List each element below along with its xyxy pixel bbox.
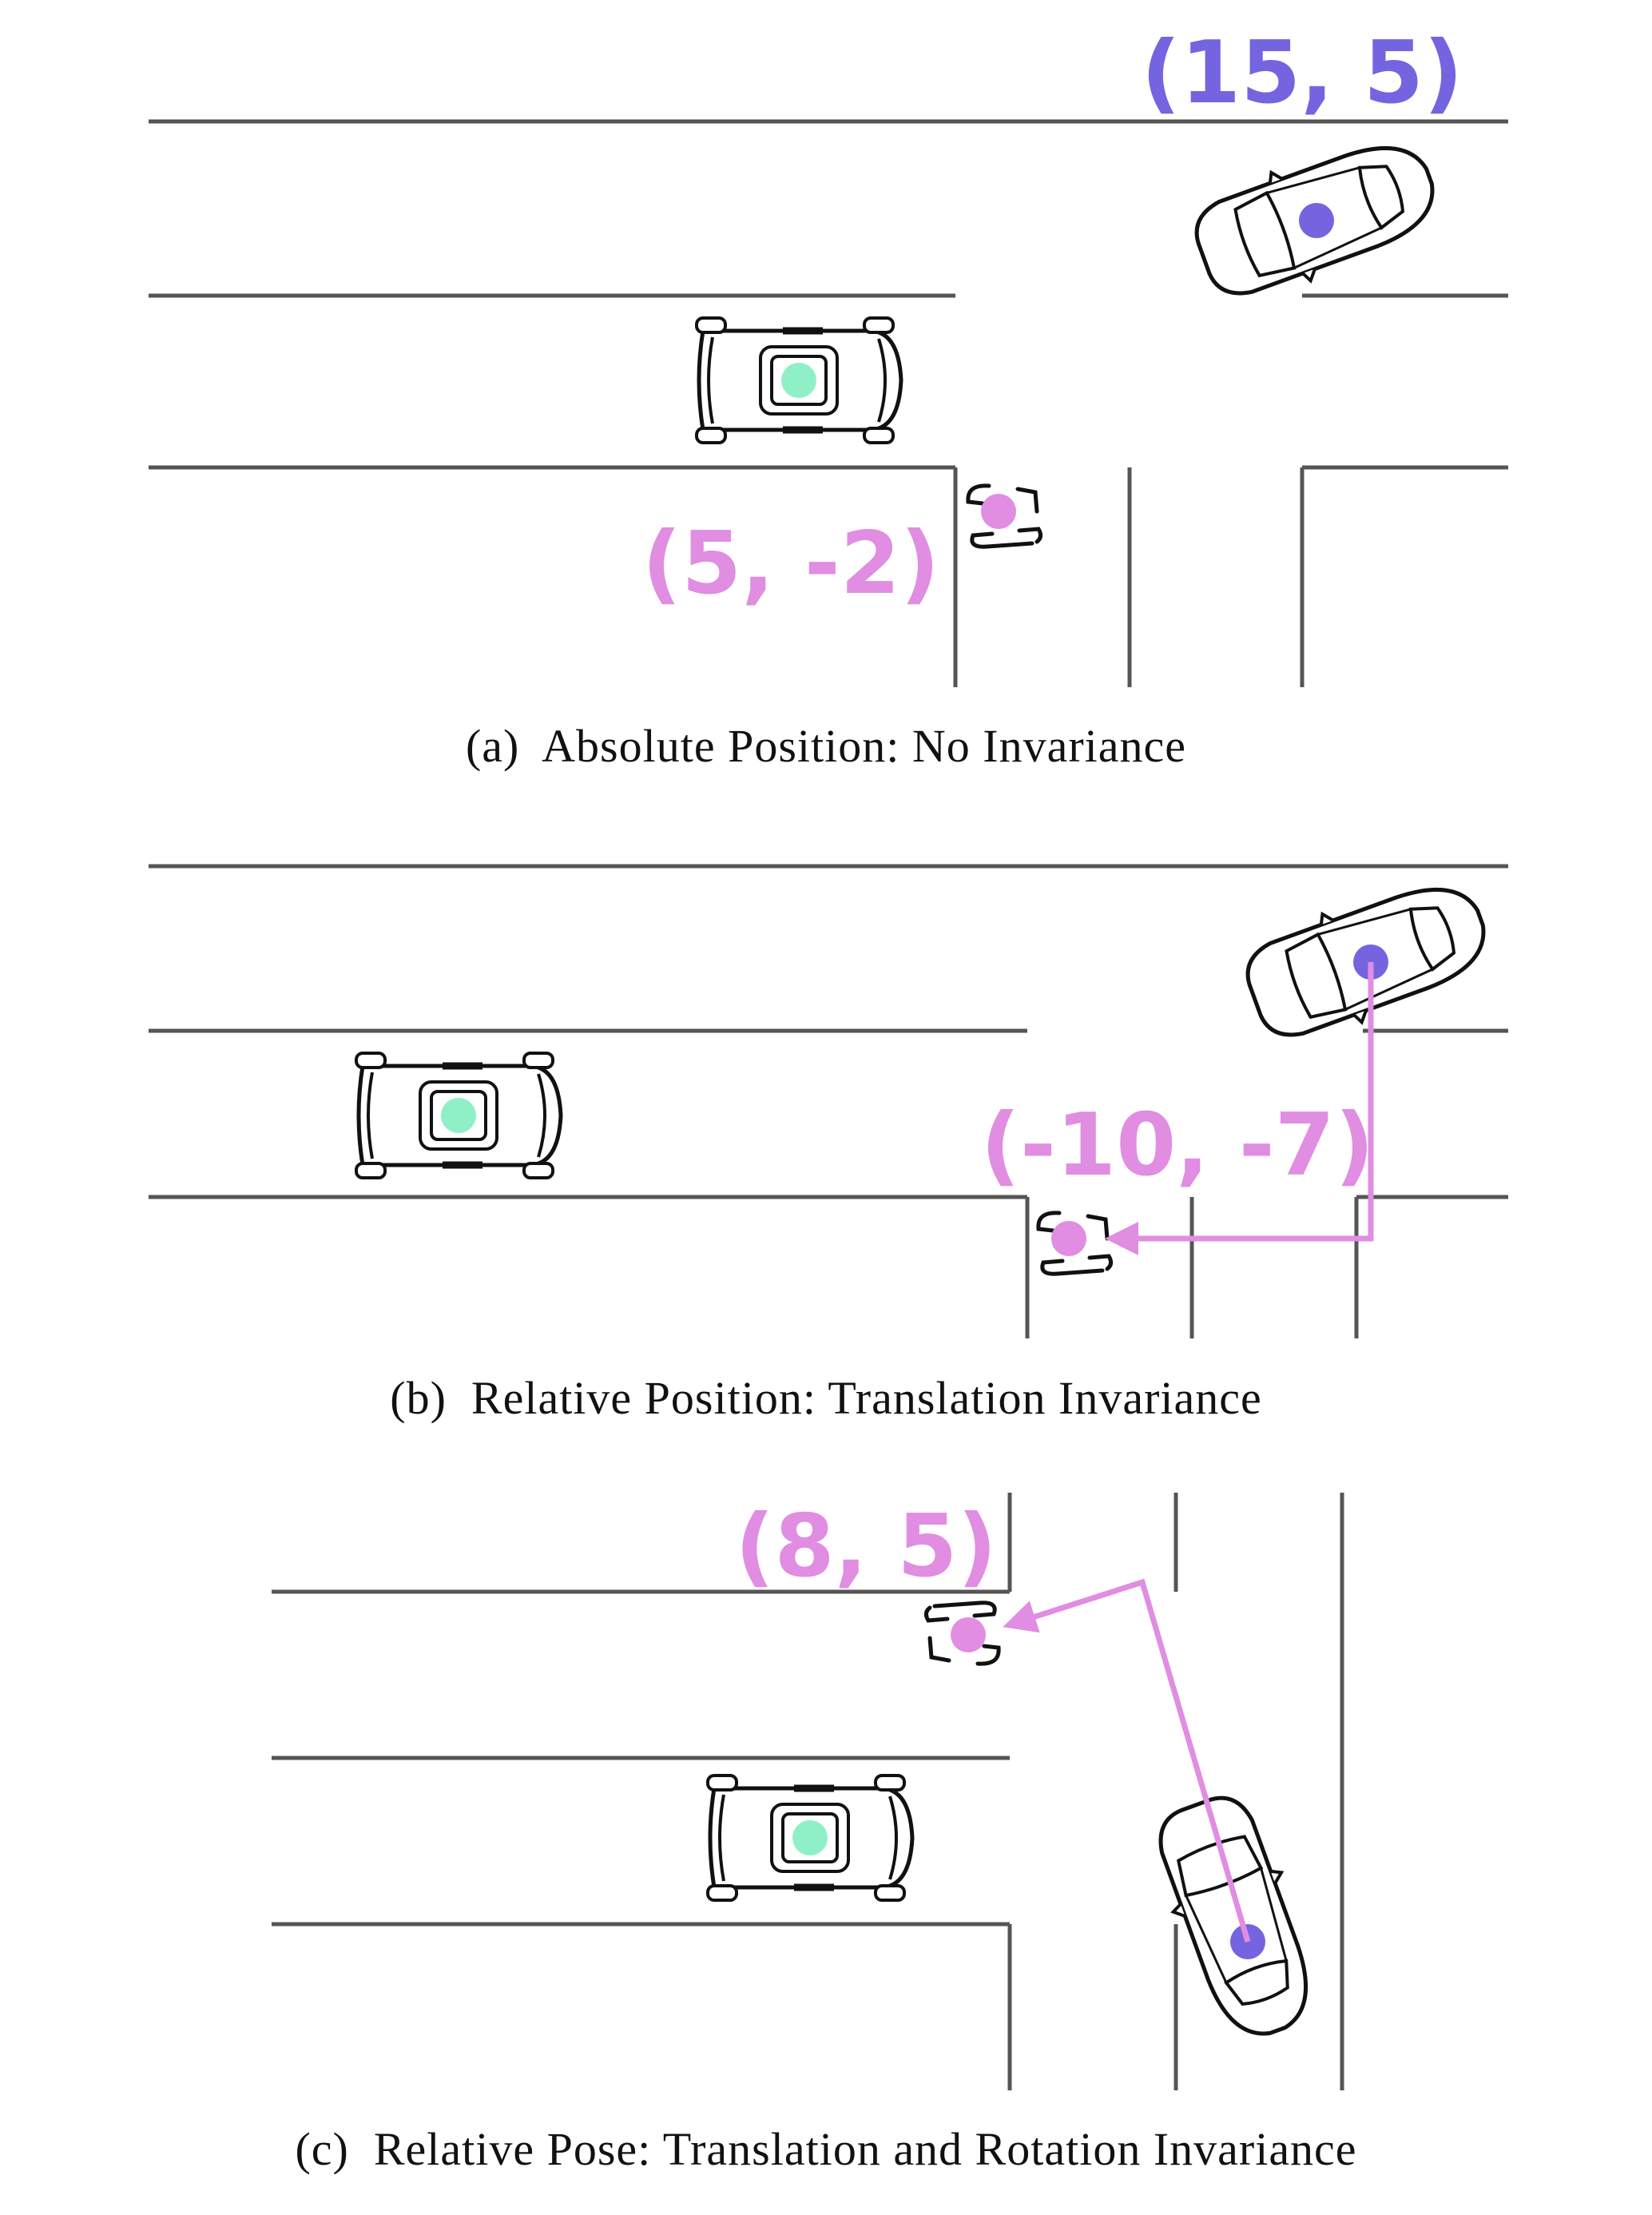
relative-position-label-b: (-10, -7) — [980, 1096, 1375, 1195]
ego-marker-a — [781, 363, 816, 398]
vehicle-position-label-a: (15, 5) — [1141, 23, 1463, 123]
ego-marker-b — [441, 1098, 476, 1133]
caption-a-letter: (a) — [465, 720, 520, 772]
caption-b-letter: (b) — [390, 1372, 447, 1424]
vehicle-marker-a — [1299, 203, 1334, 238]
pedestrian-marker-b — [1051, 1221, 1086, 1256]
pedestrian-marker-a — [981, 494, 1016, 529]
caption-c-letter: (c) — [295, 2123, 349, 2175]
pedestrian-marker-c — [951, 1617, 986, 1652]
caption-c — [0, 2122, 1652, 2176]
caption-b-text: Relative Position: Translation Invariance — [471, 1372, 1262, 1424]
other-vehicle-c — [1142, 1785, 1332, 2050]
caption-c-text: Relative Pose: Translation and Rotation Invariance — [373, 2123, 1357, 2175]
pedestrian-position-label-a: (5, -2) — [641, 514, 940, 614]
relative-pose-label-c: (8, 5) — [735, 1497, 997, 1597]
caption-a-text: Absolute Position: No Invariance — [542, 720, 1186, 772]
ego-marker-c — [792, 1820, 828, 1855]
caption-b — [0, 1371, 1652, 1425]
caption-a — [0, 719, 1652, 773]
